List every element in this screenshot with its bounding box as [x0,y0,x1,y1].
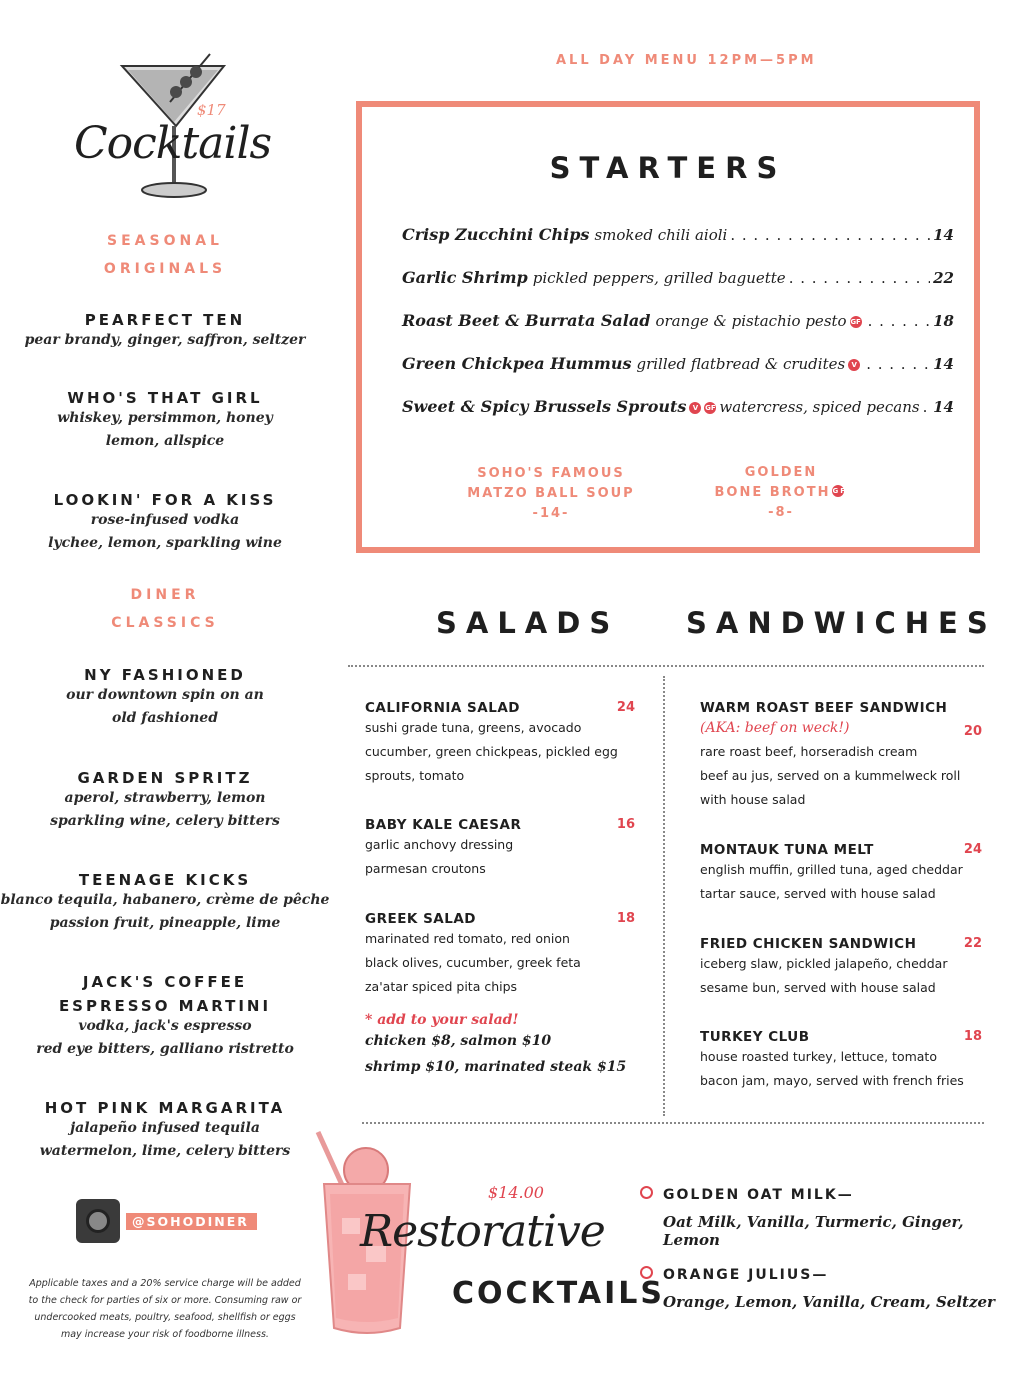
restorative-price: $14.00 [488,1183,544,1202]
bullet-circle-icon [640,1186,653,1199]
sandwich-desc: with house salad [700,792,806,807]
drink-desc: lychee, lemon, sparkling wine [48,535,282,551]
salad-desc: garlic anchovy dressing [365,837,514,852]
salad-item [365,700,635,788]
salad-item [365,911,635,999]
seasonal-drink [0,311,330,352]
cocktail-price: $17 [197,101,226,119]
restorative-item [640,1184,1010,1249]
sandwich-price: 24 [963,842,982,857]
bone-broth [696,463,866,523]
diner-heading-line2: CLASSICS [111,615,219,631]
disclaimer-line: undercooked meats, poultry, seafood, shellfish or eggs [34,1312,296,1323]
leader-dots [868,312,931,330]
soup-line-text: BONE BROTH [714,485,831,500]
starter-price: 22 [933,269,954,287]
salad-desc: marinated red tomato, red onion [365,931,570,946]
salad-desc: black olives, cucumber, greek feta [365,955,581,970]
seasonal-heading-line1: SEASONAL [107,233,223,249]
drink-desc: sparkling wine, celery bitters [50,813,280,829]
soup-line: MATZO BALL SOUP [467,486,635,501]
sandwich-name: WARM ROAST BEEF SANDWICH [700,700,948,716]
starter-price: 14 [933,226,954,244]
salad-name: GREEK SALAD [365,911,477,927]
salad-addon [365,1012,645,1080]
sandwich-desc: bacon jam, mayo, served with french fries [700,1073,964,1088]
starter-desc: smoked chili aioli [594,226,728,244]
drink-desc: passion fruit, pineapple, lime [49,915,281,931]
starter-desc: orange & pistachio pesto [655,312,847,330]
sandwich-desc: house roasted turkey, lettuce, tomato [700,1049,937,1064]
starter-name: Garlic Shrimp [402,268,528,287]
drink-name: GARDEN SPRITZ [77,769,253,787]
starter-price: 18 [933,312,954,330]
addon-line: shrimp $10, marinated steak $15 [365,1059,627,1075]
sandwich-item [700,842,984,906]
drink-desc: rose-infused vodka [90,512,240,528]
leader-dots [866,355,930,373]
salad-price: 16 [616,817,635,832]
leader-dots [923,398,931,416]
salad-desc: sushi grade tuna, greens, avocado [365,720,582,735]
instagram-handle[interactable]: @SOHODINER [126,1213,257,1230]
starter-desc: grilled flatbread & crudites [636,355,846,373]
sandwich-name: TURKEY CLUB [700,1029,810,1045]
salad-desc: sprouts, tomato [365,768,465,783]
drink-name: WHO'S THAT GIRL [67,389,263,407]
sandwich-desc: iceberg slaw, pickled jalapeño, cheddar [700,956,948,971]
diner-drink [0,666,330,730]
sandwich-item [700,700,984,812]
starter-name: Roast Beet & Burrata Salad [402,311,651,330]
soup-line: GOLDEN [744,465,818,480]
drink-name: JACK'S COFFEE [82,973,248,991]
sandwich-name: MONTAUK TUNA MELT [700,842,874,858]
sandwich-price: 22 [963,936,982,951]
drink-name: NY FASHIONED [84,666,246,684]
salads-title: SALADS [436,606,620,640]
sandwich-item [700,936,984,1000]
divider-top [348,665,984,667]
drink-desc: old fashioned [111,710,218,726]
salad-desc: cucumber, green chickpeas, pickled egg [365,744,618,759]
addon-title: * add to your salad! [365,1012,519,1028]
starter-item [402,268,954,287]
sandwich-price: 18 [963,1029,982,1044]
addon-line: chicken $8, salmon $10 [365,1033,552,1049]
disclaimer [20,1275,310,1343]
vegan-badge-icon: V [689,402,701,414]
drink-name: LOOKIN' FOR A KISS [53,491,277,509]
restorative-subtitle: COCKTAILS [452,1276,666,1311]
restorative-desc: Oat Milk, Vanilla, Turmeric, Ginger, Lemon [663,1213,964,1249]
diner-heading-line1: DINER [130,587,200,603]
starters-title: STARTERS [549,151,787,185]
drink-desc: aperol, strawberry, lemon [64,790,266,806]
starter-item [402,397,954,416]
gluten-free-badge-icon: GF [850,318,861,326]
drink-desc: watermelon, lime, celery bitters [39,1143,291,1159]
drink-desc: whiskey, persimmon, honey [57,410,273,426]
drink-name: HOT PINK MARGARITA [44,1099,286,1117]
diner-drink [0,871,330,935]
divider-vertical [663,676,665,1116]
starter-desc: watercress, spiced pecans [719,398,920,416]
cocktails-title: Cocktails [74,118,272,169]
starter-item [402,311,954,330]
sandwich-desc: english muffin, grilled tuna, aged cheddar [700,862,963,877]
sandwich-price: 20 [963,724,982,739]
starters-box [356,101,980,553]
divider-bottom [362,1122,984,1124]
drink-name-line2: ESPRESSO MARTINI [58,997,272,1015]
diner-heading [0,587,330,631]
starter-item [402,354,954,373]
sandwich-aka: (AKA: beef on weck!) [700,720,850,736]
seasonal-drink [0,389,330,453]
leader-dots [730,226,930,244]
diner-drink [0,769,330,833]
salad-desc: za'atar spiced pita chips [365,979,518,994]
drink-desc: vodka, jack's espresso [78,1018,252,1034]
salad-name: CALIFORNIA SALAD [365,700,520,716]
drink-desc: pear brandy, ginger, saffron, seltzer [24,332,306,348]
salad-price: 18 [616,911,635,926]
soup-line: -14- [532,506,570,521]
gluten-free-badge-icon: GF [832,486,848,495]
salad-name: BABY KALE CAESAR [365,817,522,833]
disclaimer-line: Applicable taxes and a 20% service charge will be added [29,1278,301,1289]
leader-dots [789,269,930,287]
sandwich-desc: rare roast beef, horseradish cream [700,744,918,759]
diner-drink [0,973,330,1061]
all-day-menu-header: ALL DAY MENU 12PM—5PM [556,53,817,68]
sandwich-name: FRIED CHICKEN SANDWICH [700,936,917,952]
starter-name: Crisp Zucchini Chips [402,225,590,244]
drink-desc: jalapeño infused tequila [70,1120,260,1136]
starter-price: 14 [933,398,954,416]
sandwich-desc: sesame bun, served with house salad [700,980,936,995]
sandwich-desc: beef au jus, served on a kummelweck roll [700,768,961,783]
soup-line [696,483,866,503]
drink-desc: blanco tequila, habanero, crème de pêche [0,892,330,908]
disclaimer-line: may increase your risk of foodborne illness. [61,1329,269,1340]
starter-desc: pickled peppers, grilled baguette [532,269,786,287]
starter-item [402,225,954,244]
restorative-name: ORANGE JULIUS— [663,1267,829,1283]
bullet-circle-icon [640,1266,653,1279]
restorative-item [640,1264,1010,1311]
sandwich-desc: tartar sauce, served with house salad [700,886,936,901]
restorative-title: Restorative [360,1206,605,1257]
instagram-icon [76,1199,120,1243]
seasonal-drink [0,491,330,555]
starter-price: 14 [933,355,954,373]
matzo-ball-soup [466,464,636,524]
seasonal-heading [0,233,330,277]
salad-desc: parmesan croutons [365,861,486,876]
sandwich-item [700,1029,984,1093]
sandwiches-title: SANDWICHES [686,606,997,640]
drink-desc: our downtown spin on an [66,687,264,703]
disclaimer-line: to the check for parties of six or more. Consuming raw or [28,1295,302,1306]
salad-price: 24 [616,700,635,715]
drink-name: TEENAGE KICKS [78,871,252,889]
soup-line: -8- [768,505,794,520]
gluten-free-badge-icon: GF [705,404,716,412]
starter-name: Sweet & Spicy Brussels Sprouts [402,397,687,416]
salad-item [365,817,635,881]
starter-name: Green Chickpea Hummus [402,354,632,373]
drink-desc: lemon, allspice [105,433,225,449]
seasonal-heading-line2: ORIGINALS [103,261,227,277]
drink-name: PEARFECT TEN [84,311,246,329]
vegan-badge-icon: V [848,359,860,371]
restorative-desc: Orange, Lemon, Vanilla, Cream, Seltzer [663,1293,995,1311]
drink-desc: red eye bitters, galliano ristretto [36,1041,294,1057]
diner-drink [0,1099,330,1163]
restorative-name: GOLDEN OAT MILK— [663,1187,854,1203]
soup-line: SOHO'S FAMOUS [477,466,625,481]
